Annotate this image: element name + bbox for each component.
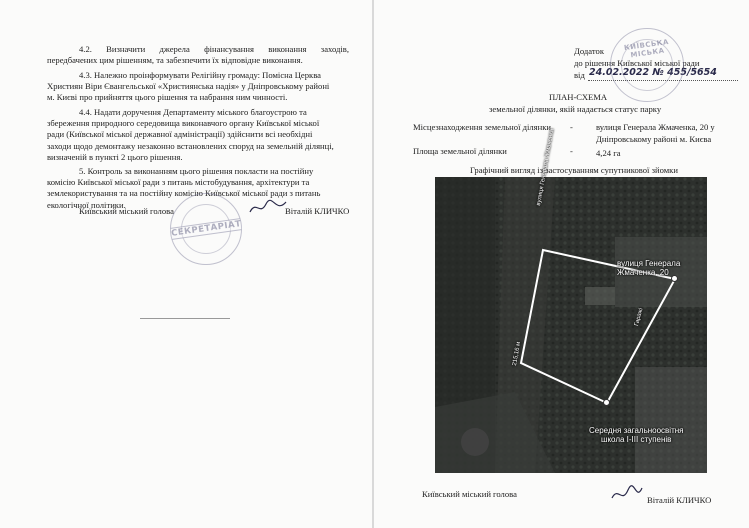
divider-line — [140, 318, 230, 319]
text-line: 5. Контроль за виконанням цього рішення покласти на постійну — [79, 166, 314, 176]
text-line: 4.2. Визначити джерела фінансування виконання заходів, — [79, 44, 349, 54]
area-value: 4,24 га — [596, 148, 621, 158]
text-line: визначеній в пункті 2 цього рішення. — [47, 151, 183, 162]
text-line: Християн Віри Євангельської «Християнська надія» у Дніпровському районі — [47, 81, 330, 92]
text-line: 4.4. Надати доручення Департаменту міського благоустрою та — [79, 107, 307, 117]
text-line: ради (Київської міської державної адміністрації) здійснити всі необхідні — [47, 129, 313, 140]
text-line: екологічної політики. — [47, 199, 126, 210]
signature-scribble — [610, 484, 644, 506]
school-marker — [603, 399, 610, 406]
paragraph-4-2 — [47, 44, 349, 66]
map-street-label — [617, 259, 680, 277]
street-label-line2: Жмаченка, 20 — [617, 268, 669, 277]
text-line: комісію Київської міської ради з питань містобудування, архітектури та — [47, 177, 310, 188]
paragraph-4-4 — [47, 107, 349, 163]
text-line: заходи щодо демонтажу незаконно встановлених споруд на земельній ділянці, — [47, 140, 334, 151]
signature-scribble — [248, 196, 288, 218]
map-side-length-label: 215,16 м — [511, 341, 523, 367]
stamp-text: СЕКРЕТАРІАТ — [170, 219, 243, 239]
map-street-top-label: вулиця Генерала Жмаченка — [535, 128, 556, 207]
annex-handwritten-date-number: 24.02.2022 № 455/5654 — [589, 67, 717, 78]
annex-decision: до рішення Київської міської ради — [574, 58, 700, 68]
street-label-line1: вулиця Генерала — [617, 259, 681, 268]
map-school-label — [589, 426, 684, 444]
location-value-line2: Дніпровському районі м. Києва — [596, 134, 712, 144]
right-page — [374, 0, 749, 528]
signature-title: Київський міський голова — [422, 489, 517, 499]
secretariat-stamp — [170, 193, 242, 265]
stamp-text: КИЇВСЬКА МІСЬКА — [623, 38, 670, 60]
signature-name: Віталій КЛИЧКО — [285, 206, 350, 216]
school-label-line2: школа І-ІІІ ступенів — [601, 435, 672, 444]
map-caption: Графічний вигляд із застосуванням супутникової зйомки — [470, 165, 678, 175]
signature-title: Київський міський голова — [79, 206, 174, 216]
left-page — [0, 0, 372, 528]
paragraph-4-3 — [47, 70, 349, 104]
text-line: 4.3. Належно проінформувати Релігійну громаду: Помісна Церква — [79, 70, 321, 80]
city-council-stamp — [610, 28, 684, 102]
school-label-line1: Середня загальноосвітня — [589, 426, 684, 435]
location-value-line1: вулиця Генерала Жмаченка, 20 у — [596, 122, 715, 132]
annex-label: Додаток — [574, 46, 604, 56]
annex-prefix: від — [574, 70, 585, 80]
text-line: збереження природного середовища виконавчого органу Київської міської — [47, 118, 320, 129]
text-line: передбачених цим рішенням, та забезпечити їх відповідне виконання. — [47, 55, 303, 66]
signature-name: Віталій КЛИЧКО — [647, 495, 712, 505]
location-dash: - — [570, 122, 573, 132]
text-line: землекористування та на постійну комісію Київської міської ради з питань — [47, 188, 321, 199]
map-garages-label: Гаражі — [633, 307, 645, 327]
plan-title: ПЛАН-СХЕМА — [549, 92, 608, 102]
area-label: Площа земельної ділянки — [413, 146, 507, 156]
location-label: Місцезнаходження земельної ділянки — [413, 122, 551, 132]
area-dash: - — [570, 146, 573, 156]
text-line: м. Києві про прийняття цього рішення та набрання ним чинності. — [47, 92, 288, 103]
plan-subtitle: земельної ділянки, якій надається статус парку — [489, 104, 662, 114]
